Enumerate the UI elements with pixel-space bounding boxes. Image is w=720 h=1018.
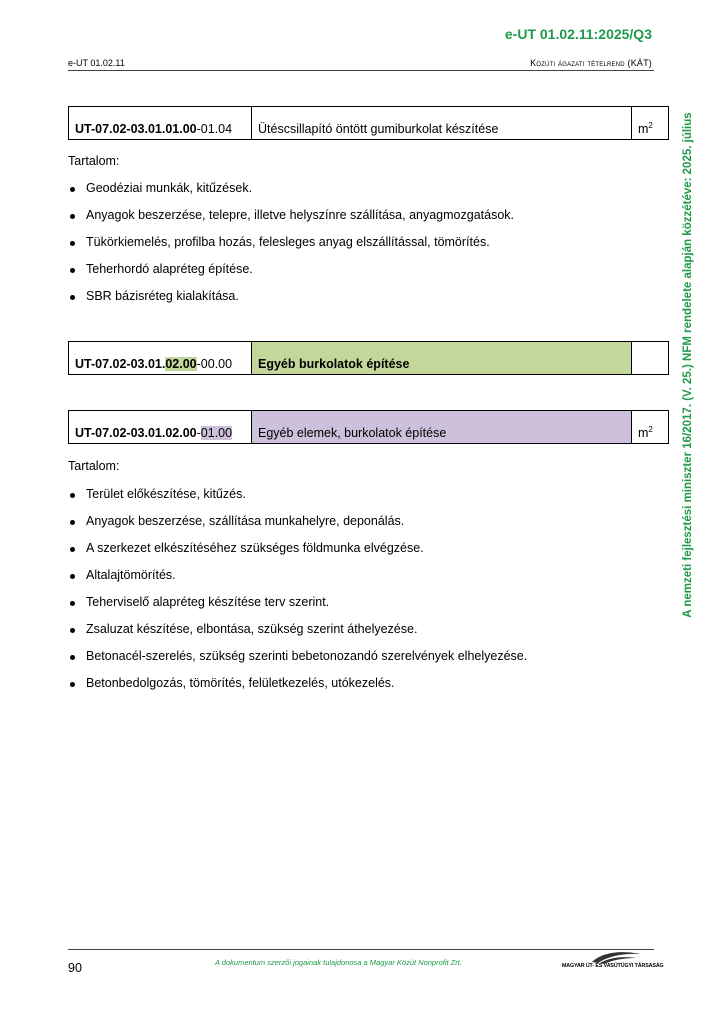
item-unit <box>632 342 669 375</box>
list-item: A szerkezet elkészítéséhez szükséges földmunka elvégzése. <box>68 541 527 568</box>
item-description: Ütéscsillapító öntött gumiburkolat készítése <box>252 107 632 140</box>
content-label: Tartalom: <box>68 154 120 168</box>
item-code: UT-07.02-03.01.01.00-01.04 <box>69 107 252 140</box>
list-item: Teherhordó alapréteg építése. <box>68 262 514 289</box>
content-list-3 <box>68 487 527 703</box>
item-code: UT-07.02-03.01.02.00-01.00 <box>69 411 252 444</box>
page-number: 90 <box>68 961 82 975</box>
item-table-1 <box>68 106 669 140</box>
list-item: Geodéziai munkák, kitűzések. <box>68 181 514 208</box>
list-item: Terület előkészítése, kitűzés. <box>68 487 527 514</box>
content-label: Tartalom: <box>68 459 120 473</box>
item-code: UT-07.02-03.01.02.00-00.00 <box>69 342 252 375</box>
header-right: Közúti ágazati tételrend (KÁT) <box>530 58 652 68</box>
side-publication-note: A nemzeti fejlesztési miniszter 16/2017. (V. 25.) NFM rendelete alapján közzétéve: 2025. július <box>682 112 694 618</box>
item-table-3 <box>68 410 669 444</box>
list-item: Betonbedolgozás, tömörítés, felületkezelés, utókezelés. <box>68 676 527 703</box>
header-rule <box>68 70 654 71</box>
list-item: Betonacél-szerelés, szükség szerinti bebetonozandó szerelvények elhelyezése. <box>68 649 527 676</box>
list-item: Zsaluzat készítése, elbontása, szükség szerint áthelyezése. <box>68 622 527 649</box>
item-unit: $m^2$ <box>632 411 669 444</box>
item-description: Egyéb burkolatok építése <box>252 342 632 375</box>
list-item: Anyagok beszerzése, szállítása munkahelyre, deponálás. <box>68 514 527 541</box>
item-unit: $m^2$ <box>632 107 669 140</box>
header-left: e-UT 01.02.11 <box>68 58 125 68</box>
copyright-note: A dokumentum szerzői jogainak tulajdonosa a Magyar Közút Nonprofit Zrt. <box>215 958 462 967</box>
logo-text: MAGYAR ÚT- ÉS VASÚTÜGYI TÁRSASÁG <box>562 963 664 969</box>
list-item: Anyagok beszerzése, telepre, illetve helyszínre szállítása, anyagmozgatások. <box>68 208 514 235</box>
list-item: Teherviselő alapréteg készítése terv szerint. <box>68 595 527 622</box>
item-description: Egyéb elemek, burkolatok építése <box>252 411 632 444</box>
content-list-1 <box>68 181 514 316</box>
list-item: Altalajtömörítés. <box>68 568 527 595</box>
item-table-2 <box>68 341 669 375</box>
list-item: SBR bázisréteg kialakítása. <box>68 289 514 316</box>
document-code: e-UT 01.02.11:2025/Q3 <box>504 26 652 42</box>
list-item: Tükörkiemelés, profilba hozás, felesleges anyag elszállítással, tömörítés. <box>68 235 514 262</box>
